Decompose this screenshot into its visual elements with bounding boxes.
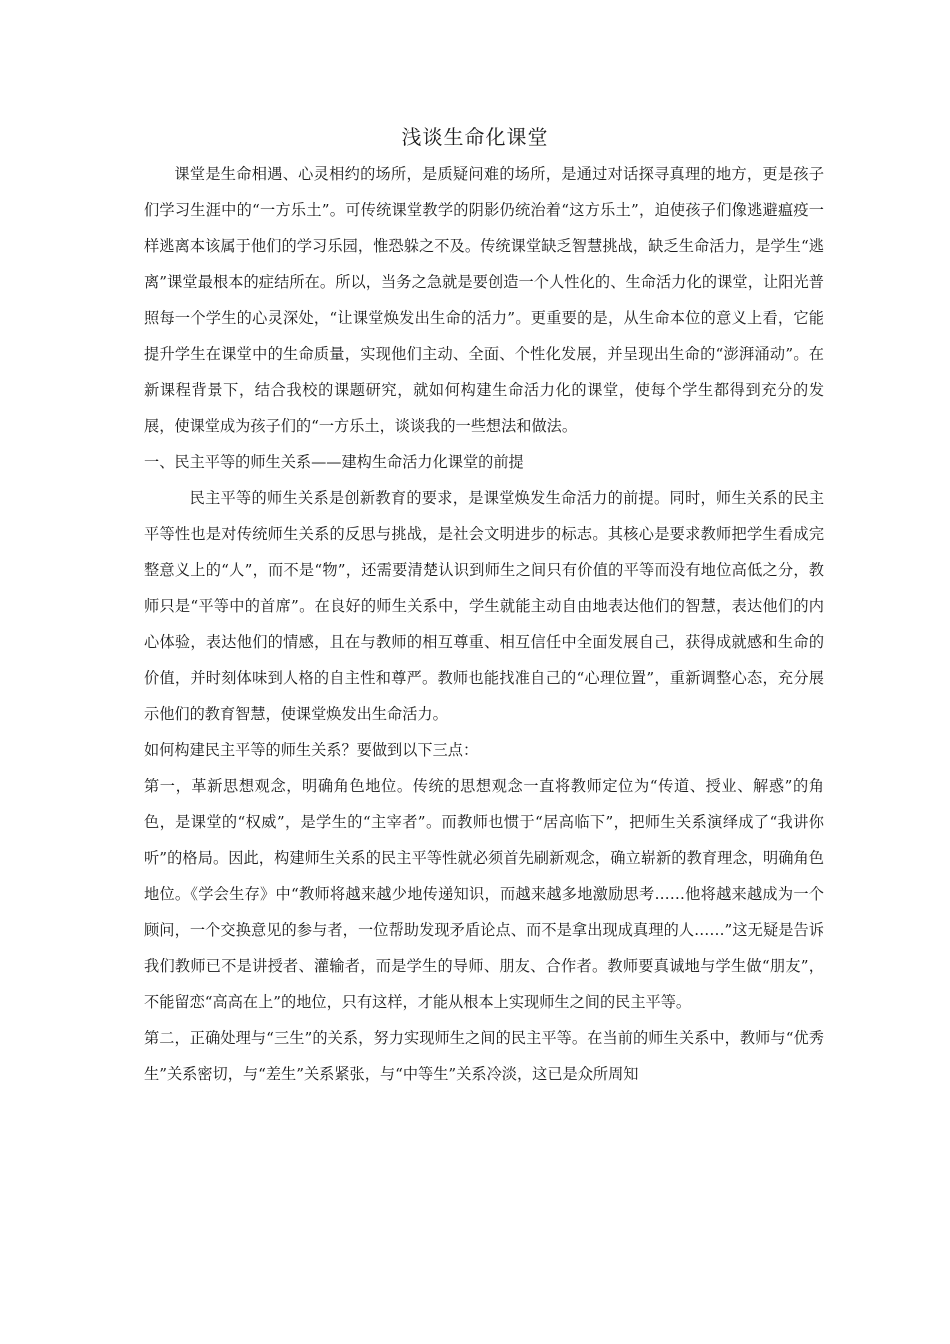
section-heading-1: 一、民主平等的师生关系——建构生命活力化课堂的前提	[144, 453, 524, 471]
paragraph-point-1: 第一，革新思想观念，明确角色地位。传统的思想观念一直将教师定位为“传道、授业、解惑”的角色，是课堂的“权威”，是学生的“主宰者”。而教师也惯于“居高临下”，把师生关系演绎成了“我讲你听”的格局。因此，构建师生关系的民主平等性就必须首先刷新观念，确立崭新的教育理念，明确角色地位。《学会生存》中“教师将越来越少地传递知识，而越来越多地激励思考……他将越来越成为一个顾问，一个交换意见的参与者，一位帮助发现矛盾论点、而不是拿出现成真理的人……”这无疑是告诉我们教师已不是讲授者、灌输者，而是学生的导师、朋友、合作者。教师要真诚地与学生做“朋友”，不能留恋“高高在上”的地位，只有这样，才能从根本上实现师生之间的民主平等。	[144, 777, 824, 1011]
document-body	[144, 156, 824, 1092]
paragraph-section-1: 民主平等的师生关系是创新教育的要求，是课堂焕发生命活力的前提。同时，师生关系的民主平等性也是对传统师生关系的反思与挑战，是社会文明进步的标志。其核心是要求教师把学生看成完整意义上的“人”，而不是“物”，还需要清楚认识到师生之间只有价值的平等而没有地位高低之分，教师只是“平等中的首席”。在良好的师生关系中，学生就能主动自由地表达他们的智慧，表达他们的内心体验，表达他们的情感，且在与教师的相互尊重、相互信任中全面发展自己，获得成就感和生命的价值，并时刻体味到人格的自主性和尊严。教师也能找准自己的“心理位置”，重新调整心态，充分展示他们的教育智慧，使课堂焕发出生命活力。	[144, 489, 824, 723]
paragraph-intro: 课堂是生命相遇、心灵相约的场所，是质疑问难的场所，是通过对话探寻真理的地方，更是孩子们学习生涯中的“一方乐土”。可传统课堂教学的阴影仍统治着“这方乐土”，迫使孩子们像逃避瘟疫一样逃离本该属于他们的学习乐园，惟恐躲之不及。传统课堂缺乏智慧挑战，缺乏生命活力，是学生“逃离”课堂最根本的症结所在。所以，当务之急就是要创造一个人性化的、生命活力化的课堂，让阳光普照每一个学生的心灵深处，“让课堂焕发出生命的活力”。更重要的是，从生命本位的意义上看，它能提升学生在课堂中的生命质量，实现他们主动、全面、个性化发展，并呈现出生命的“澎湃涌动”。在新课程背景下，结合我校的课题研究，就如何构建生命活力化的课堂，使每个学生都得到充分的发展，使课堂成为孩子们的“一方乐土，谈谈我的一些想法和做法。	[144, 165, 824, 435]
paragraph-point-2: 第二，正确处理与“三生”的关系，努力实现师生之间的民主平等。在当前的师生关系中，教师与“优秀生”关系密切，与“差生”关系紧张，与“中等生”关系冷淡，这已是众所周知	[144, 1029, 824, 1083]
paragraph-question: 如何构建民主平等的师生关系？要做到以下三点：	[144, 741, 479, 759]
document-title: 浅谈生命化课堂	[401, 125, 549, 149]
